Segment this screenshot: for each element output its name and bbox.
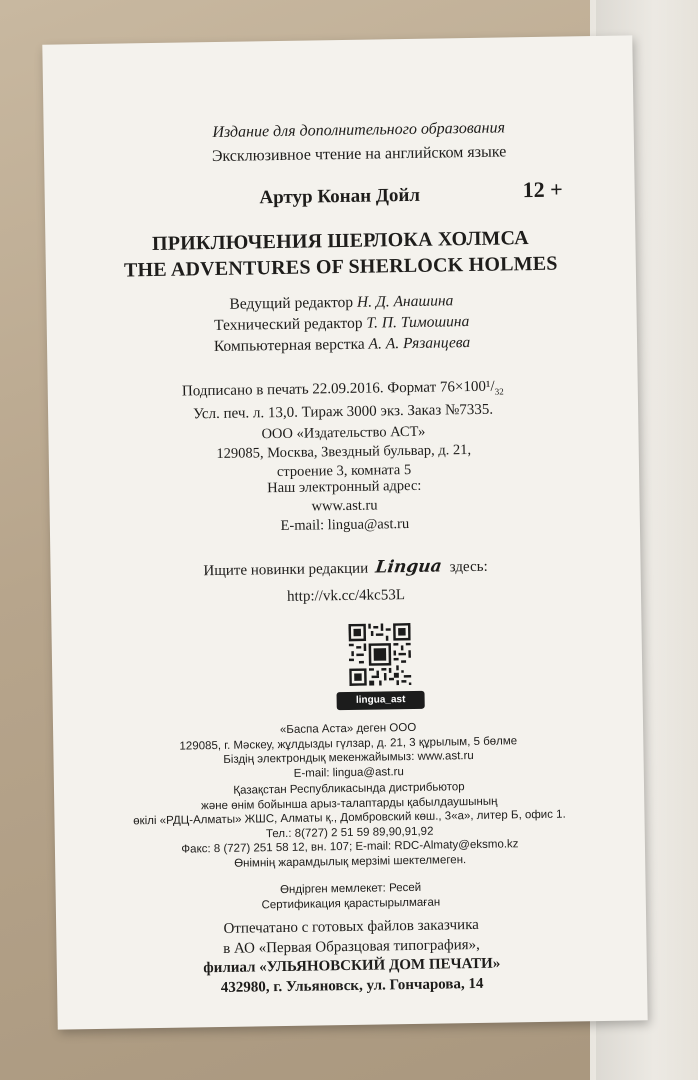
vk-url: http://vk.cc/4kc53L: [286, 587, 406, 605]
kz-line: Өнімнің жарамдылық мерзімі шектелмеген.: [234, 853, 467, 870]
credit-name: А. А. Рязанцева: [368, 334, 471, 353]
kz-line: Қазақстан Республикасында дистрибьютор: [233, 781, 465, 797]
qr-label-badge: lingua_ast: [337, 691, 425, 710]
kz-line: өкілі «РДЦ-Алматы» ЖШС, Алматы қ., Домбровский көш., 3«а», литер Б, офис 1.: [133, 808, 566, 828]
credit-name: Т. П. Тимошина: [366, 313, 470, 332]
novelty-here: здесь:: [449, 558, 488, 576]
credit-role: Ведущий редактор: [229, 293, 354, 313]
kz-line: Өндірген мемлекет: Ресей: [279, 881, 422, 897]
credits-block: [46, 287, 637, 359]
kz-line: Тел.: 8(727) 2 51 59 89,90,91,92: [265, 825, 434, 840]
kz-line: және өнім бойынша арыз-талаптарды қабылдаушының: [201, 795, 498, 812]
printer-line: 432980, г. Ульяновск, ул. Гончарова, 14: [220, 975, 484, 996]
novelty-text: Ищите новинки редакции: [203, 560, 369, 580]
kazakh-origin-block: [56, 877, 646, 915]
format-subscript: 32: [494, 386, 504, 397]
kz-line: 129085, г. Мәскеу, жұлдызды гүлзар, д. 21, 3 құрылым, 5 бөлме: [179, 734, 518, 753]
web-label: Наш электронный адрес:: [267, 477, 422, 497]
age-rating: 12 +: [522, 176, 563, 203]
publisher-name: ООО «Издательство АСТ»: [261, 423, 426, 443]
publisher-address-1: 129085, Москва, Звездный бульвар, д. 21,: [216, 442, 472, 463]
qr-code: [348, 623, 411, 686]
credit-name: Н. Д. Анашина: [356, 292, 454, 311]
book-page: [42, 35, 647, 1029]
kazakh-publisher-block: [53, 717, 644, 784]
kz-line: Біздің электрондық мекенжайымыз: www.ast.ru: [223, 750, 474, 766]
website: www.ast.ru: [311, 497, 378, 515]
series-line-1: Издание для дополнительного образования: [212, 119, 506, 142]
printer-block: [56, 913, 647, 1000]
printer-line: в АО «Первая Образцовая типография»,: [223, 936, 480, 957]
publisher-address-2: строение 3, комната 5: [276, 461, 412, 481]
lingua-logo: Lingua: [374, 556, 444, 578]
kazakh-distributor-block: [54, 777, 645, 873]
kz-line: E-mail: lingua@ast.ru: [293, 765, 404, 780]
kz-line: «Баспа Аста» деген ООО: [279, 721, 417, 737]
title-english: THE ADVENTURES OF SHERLOCK HOLMES: [123, 252, 558, 282]
author-name: Артур Конан Дойл: [259, 184, 421, 209]
email: E-mail: lingua@ast.ru: [280, 515, 410, 535]
title-russian: ПРИКЛЮЧЕНИЯ ШЕРЛОКА ХОЛМСА: [151, 227, 529, 255]
print-line-2: Усл. печ. л. 13,0. Тираж 3000 экз. Заказ №7335.: [193, 401, 494, 423]
kz-line: Факс: 8 (727) 251 58 12, вн. 107; E-mail: RDC-Almaty@eksmo.kz: [181, 838, 519, 856]
series-line-2: Эксклюзивное чтение на английском языке: [211, 143, 507, 166]
print-info: [48, 375, 639, 425]
credit-role: Технический редактор: [214, 314, 363, 335]
novelty-line: [50, 553, 640, 582]
printer-line: Отпечатано с готовых файлов заказчика: [223, 916, 479, 937]
web-block: [49, 473, 640, 539]
printer-line: филиал «УЛЬЯНОВСКИЙ ДОМ ПЕЧАТИ»: [203, 955, 501, 977]
print-format-text: Подписано в печать 22.09.2016. Формат 76×100¹/: [181, 378, 495, 400]
kz-line: Сертификация қарастырылмаған: [261, 896, 441, 911]
credit-role: Компьютерная верстка: [213, 335, 365, 356]
